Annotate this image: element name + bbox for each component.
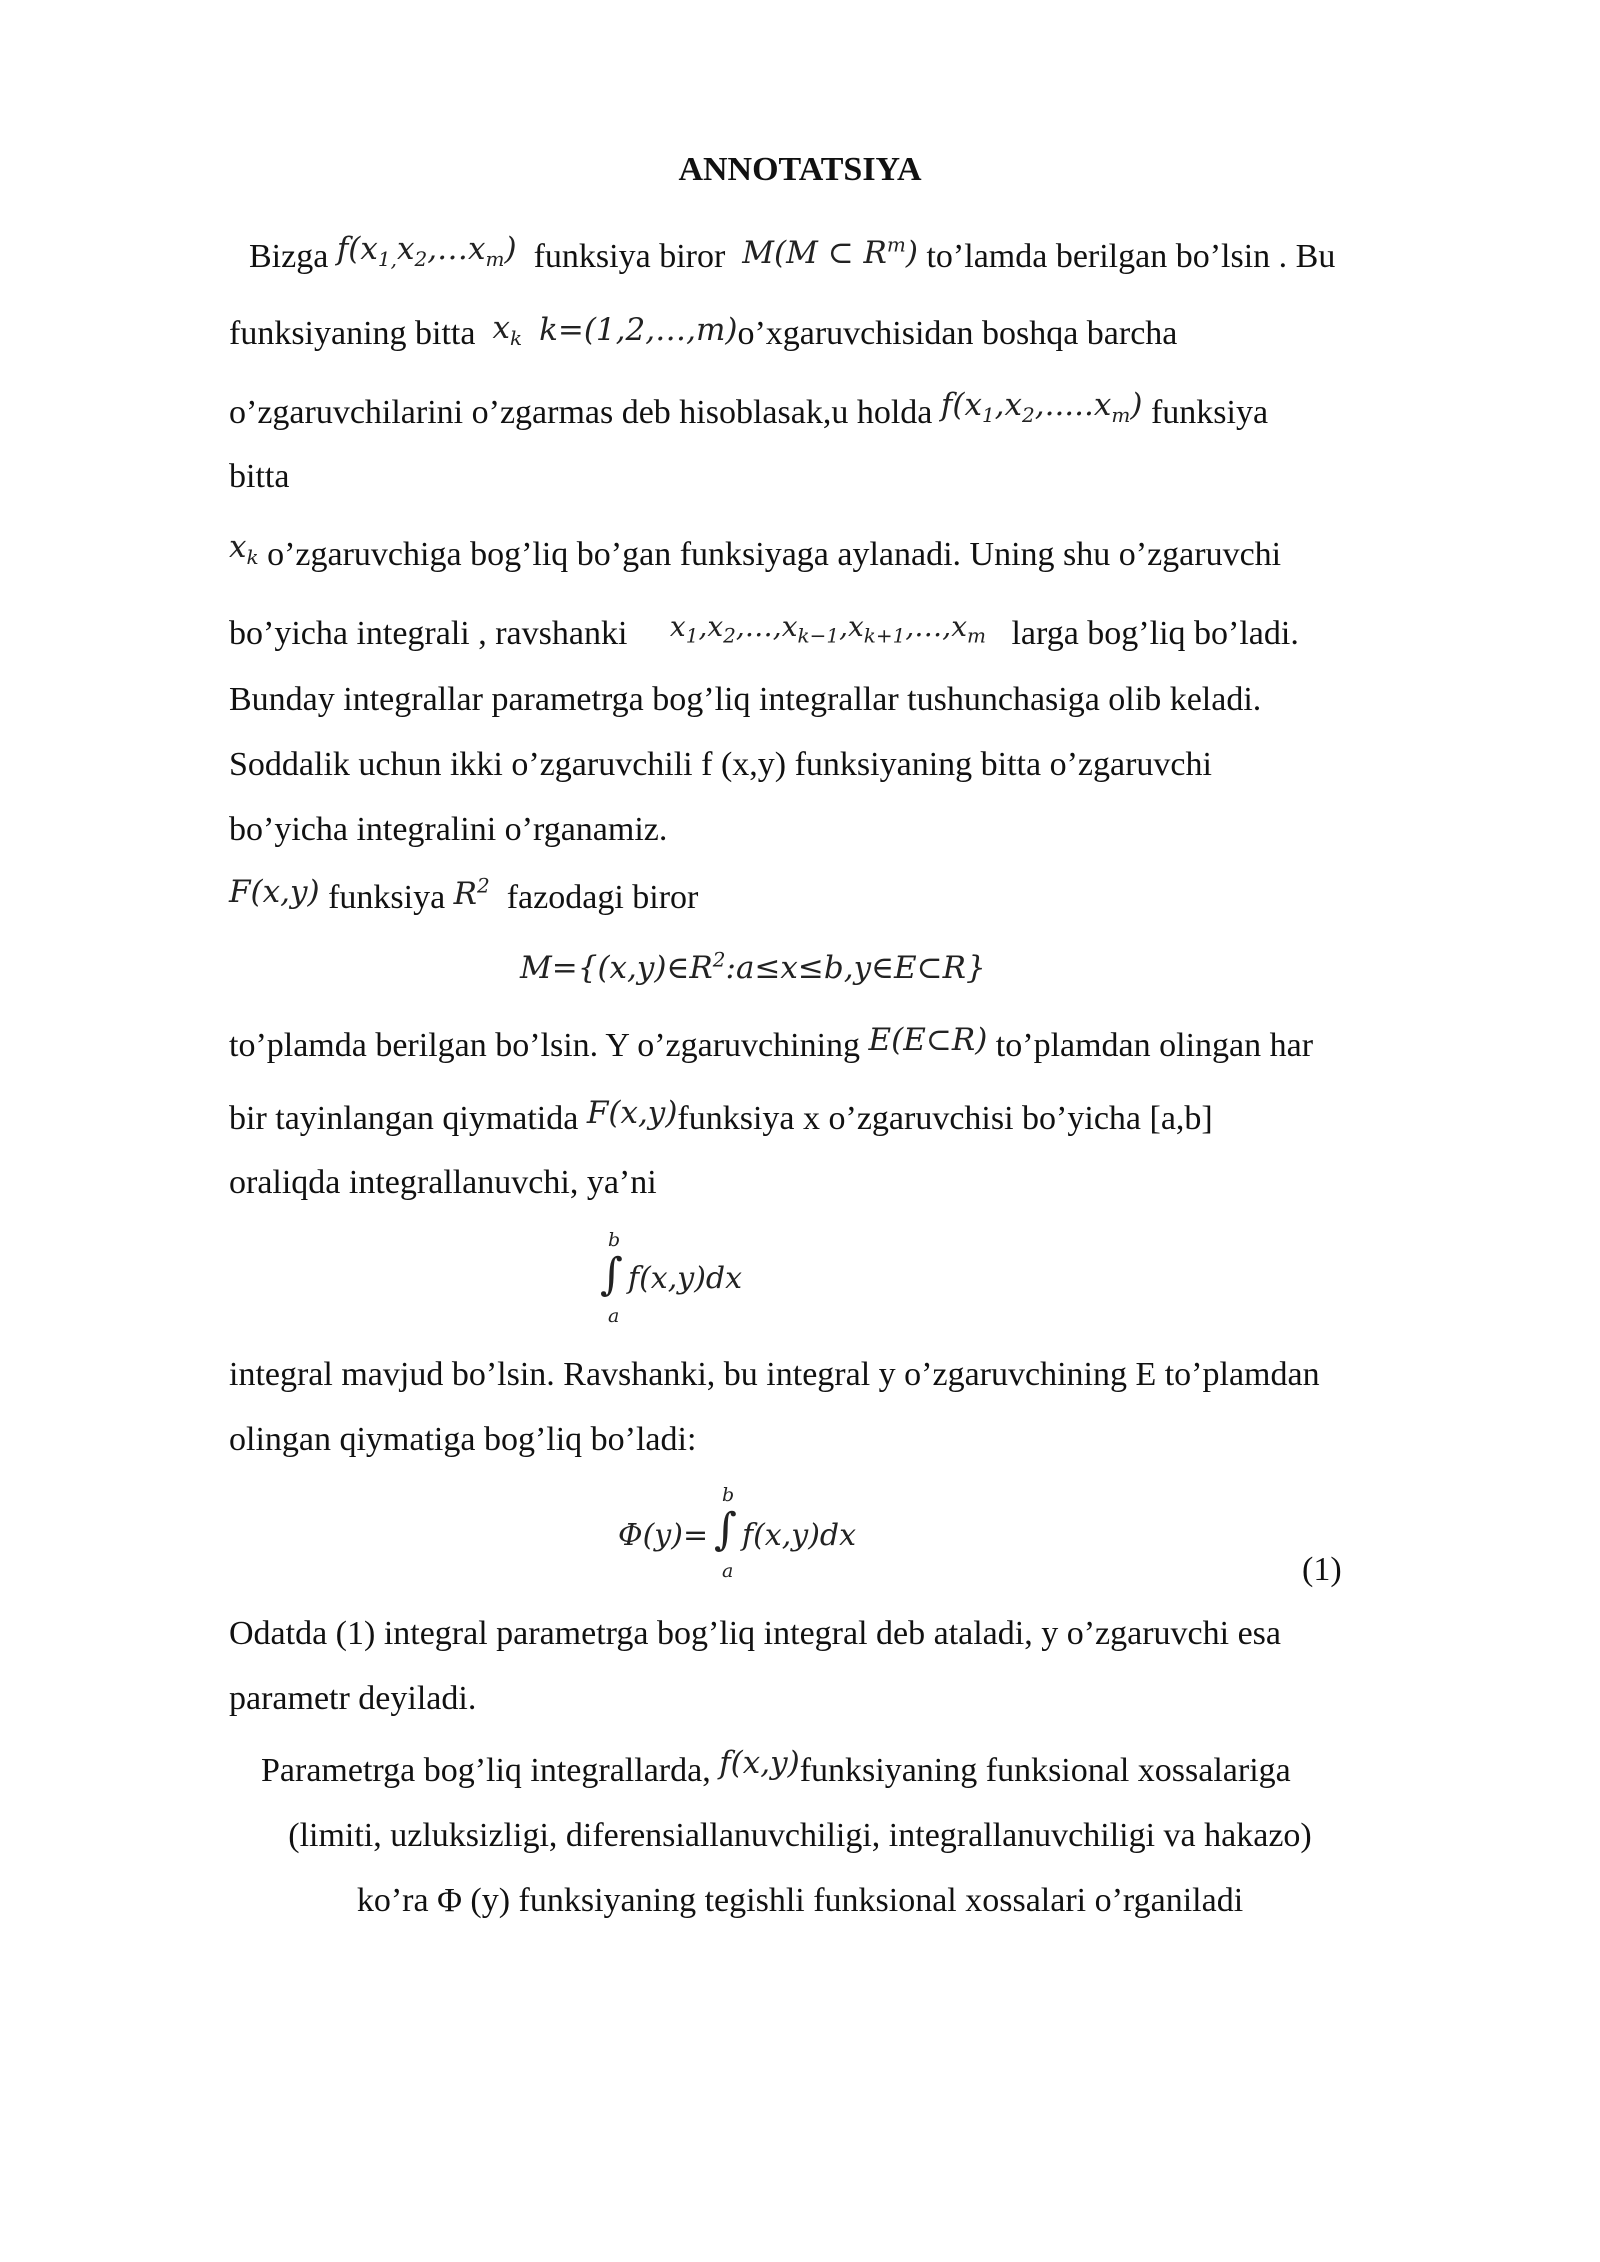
text-span: funksiya [1150,394,1269,431]
text-span: funksiya biror [533,238,726,275]
equation-number: (1) [1302,1551,1342,1588]
text-span: funksiya x o’zgaruvchisi bo’yicha [a,b] [677,1100,1213,1137]
set-definition-formula: $M=\{(x,y)\in R^2:a\le x\le b,y\in E\subset R\}$ [520,947,986,986]
paragraph-line-6 [229,610,1299,655]
paragraph-line-2 [229,310,1178,354]
paragraph-line-19: (limiti, uzluksizligi, diferensiallanuvchiligi, integrallanuvchiligi va hakazo) [288,1817,1312,1854]
text-span: fazodagi biror [506,879,699,916]
integral-upper-limit: b [722,1484,735,1506]
paragraph-line-9: bo’yicha integralini o’rganamiz. [229,811,668,848]
text-span: o’zgaruvchilarini o’zgarmas deb hisoblasak,u holda [229,394,933,431]
formula-xk: $x_k$ [229,529,259,570]
paragraph-line-7: Bunday integrallar parametrga bog’liq integrallar tushunchasiga olib keladi. [229,681,1262,718]
page-title: ANNOTATSIYA [678,151,922,188]
text-span: Bizga [249,238,329,275]
paragraph-line-17: parametr deyiladi. [229,1680,477,1717]
integral-sign: ∫ [600,1249,623,1300]
integral-formula-1 [600,1225,800,1335]
text-span: funksiyaning funksional xossalariga [799,1752,1291,1789]
paragraph-line-11 [229,1022,1314,1066]
formula-set-m: M(M ⊂ $R^m$) [742,232,918,271]
formula-xk: $x_k$ [492,310,523,351]
integral-sign: ∫ [714,1504,737,1555]
formula-k-range: k=(1,2,…,m) [539,312,738,348]
paragraph-line-18 [261,1745,1291,1791]
paragraph-line-13: oraliqda integrallanuvchi, ya’ni [229,1164,657,1201]
formula-f-x1-xm: $f(x_1,x_2,.....x_m)$ [940,387,1143,428]
phi-lhs: Φ(y)= [618,1518,709,1553]
integral-lower-limit: a [608,1305,620,1327]
paragraph-line-14: integral mavjud bo’lsin. Ravshanki, bu integral y o’zgaruvchining E to’plamdan [229,1356,1320,1393]
integral-lower-limit: a [722,1560,734,1582]
text-span: to’plamda berilgan bo’lsin. Y o’zgaruvchining [229,1027,861,1064]
text-span: funksiyaning bitta [229,315,476,352]
text-span: funksiya [328,879,446,916]
paragraph-line-8: Soddalik uchun ikki o’zgaruvchili f (x,y) funksiyaning bitta o’zgaruvchi [229,746,1212,783]
formula-variable-list: x1,x2,…,xk−1,xk+1,…,xm [669,610,986,648]
paragraph-line-4: bitta [229,458,290,495]
text-span: bir tayinlangan qiymatida [229,1100,579,1137]
paragraph-line-20: ko’ra Φ (y) funksiyaning tegishli funksional xossalari o’rganiladi [356,1882,1244,1919]
paragraph-line-15: olingan qiymatiga bog’liq bo’ladi: [229,1421,697,1458]
paragraph-line-12 [229,1095,1213,1139]
integrand: f(x,y)dx [742,1518,857,1553]
formula-f-x1-xm: $f(x_{1,}x_2,\dots x_m)$ [336,231,517,272]
integral-formula-2 [618,1480,918,1590]
text-span: to’lamda berilgan bo’lsin . Bu [926,238,1336,275]
formula-F-xy: F(x,y) [229,874,320,910]
paragraph-line-3 [229,387,1269,433]
formula-F-xy: F(x,y) [586,1095,678,1131]
text-span: larga bog’liq bo’ladi. [1011,615,1299,652]
paragraph-line-16: Odatda (1) integral parametrga bog’liq integral deb ataladi, y o’zgaruvchi esa [229,1615,1281,1652]
text-span: bo’yicha integrali , ravshanki [229,615,628,652]
formula-R2: $R^2$ [453,873,490,912]
paragraph-line-5 [229,529,1282,575]
text-span: Parametrga bog’liq integrallarda, [261,1752,711,1789]
text-span: to’plamdan olingan har [995,1027,1314,1064]
formula-E-subset-R: E(E⊂R) [868,1022,988,1058]
text-span: o’xgaruvchisidan boshqa barcha [737,315,1178,352]
formula-f-xy: f(x,y) [719,1745,800,1781]
paragraph-line-1 [249,231,1336,277]
text-span: o’zgaruvchiga bog’liq bo’gan funksiyaga aylanadi. Uning shu o’zgaruvchi [267,536,1282,573]
integral-upper-limit: b [608,1229,621,1251]
paragraph-line-10 [229,873,699,918]
integrand: f(x,y)dx [628,1261,743,1296]
